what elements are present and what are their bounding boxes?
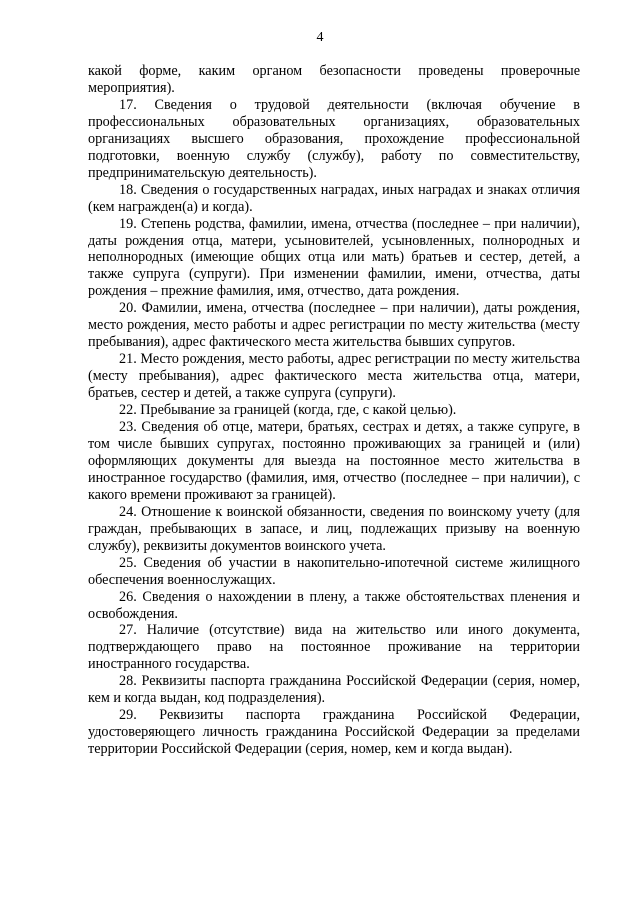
paragraph-continuation: какой форме, каким органом безопасности проведены проверочные мероприятия). [88, 63, 580, 96]
paragraph-29: 29. Реквизиты паспорта гражданина Российской Федерации, удостоверяющего личность гражданина Российской Федерации за пределами территории Российской Федерации (серия, номер, кем и когда выдан). [88, 707, 580, 758]
paragraph-27: 27. Наличие (отсутствие) вида на жительство или иного документа, подтверждающего право на постоянное проживание на территории иностранного государства. [88, 622, 580, 673]
paragraph-19: 19. Степень родства, фамилии, имена, отчества (последнее – при наличии), даты рождения отца, матери, усыновителей, усыновленных, полнородных и неполнородных (имеющие общих отца или мать) братьев и сестер, детей, а также супруга (супруги). При изменении фамилии, имени, отчества, даты рождения – прежние фамилия, имя, отчество, дата рождения. [88, 215, 580, 300]
document-body [88, 63, 580, 758]
paragraph-26: 26. Сведения о нахождении в плену, а также обстоятельствах пленения и освобождения. [88, 588, 580, 622]
paragraph-23: 23. Сведения об отце, матери, братьях, сестрах и детях, а также супруге, в том числе бывших супругах, постоянно проживающих за границей и (или) оформляющих документы для выезда на постоянное место жительства в иностранное государство (фамилия, имя, отчество (последнее – при наличии), с какого времени проживают за границей). [88, 419, 580, 503]
paragraph-17: 17. Сведения о трудовой деятельности (включая обучение в профессиональных образовательных организациях, образовательных организациях высшего образования, прохождение профессиональной подготовки, военную службу (службу), работу по совместительству, предпринимательскую деятельность). [88, 96, 580, 181]
paragraph-18: 18. Сведения о государственных наградах, иных наградах и знаках отличия (кем награжден(а) и когда). [88, 181, 580, 215]
paragraph-21: 21. Место рождения, место работы, адрес регистрации по месту жительства (месту пребывания), адрес фактического места жительства отца, матери, братьев, сестер и детей, а также супруга (супруги). [88, 351, 580, 402]
paragraph-25: 25. Сведения об участии в накопительно-ипотечной системе жилищного обеспечения военнослужащих. [88, 554, 580, 588]
paragraph-22: 22. Пребывание за границей (когда, где, с какой целью). [119, 402, 457, 419]
paragraph-20: 20. Фамилии, имена, отчества (последнее – при наличии), даты рождения, место рождения, место работы и адрес регистрации по месту жительства (месту пребывания), адрес фактического места жительства бывших супругов. [88, 300, 580, 351]
paragraph-24: 24. Отношение к воинской обязанности, сведения по воинскому учету (для граждан, пребывающих в запасе, и лиц, подлежащих призыву на военную службу), реквизиты документов воинского учета. [88, 503, 580, 554]
page-number: 4 [316, 30, 324, 45]
paragraph-28: 28. Реквизиты паспорта гражданина Российской Федерации (серия, номер, кем и когда выдан, код подразделения). [88, 673, 580, 707]
